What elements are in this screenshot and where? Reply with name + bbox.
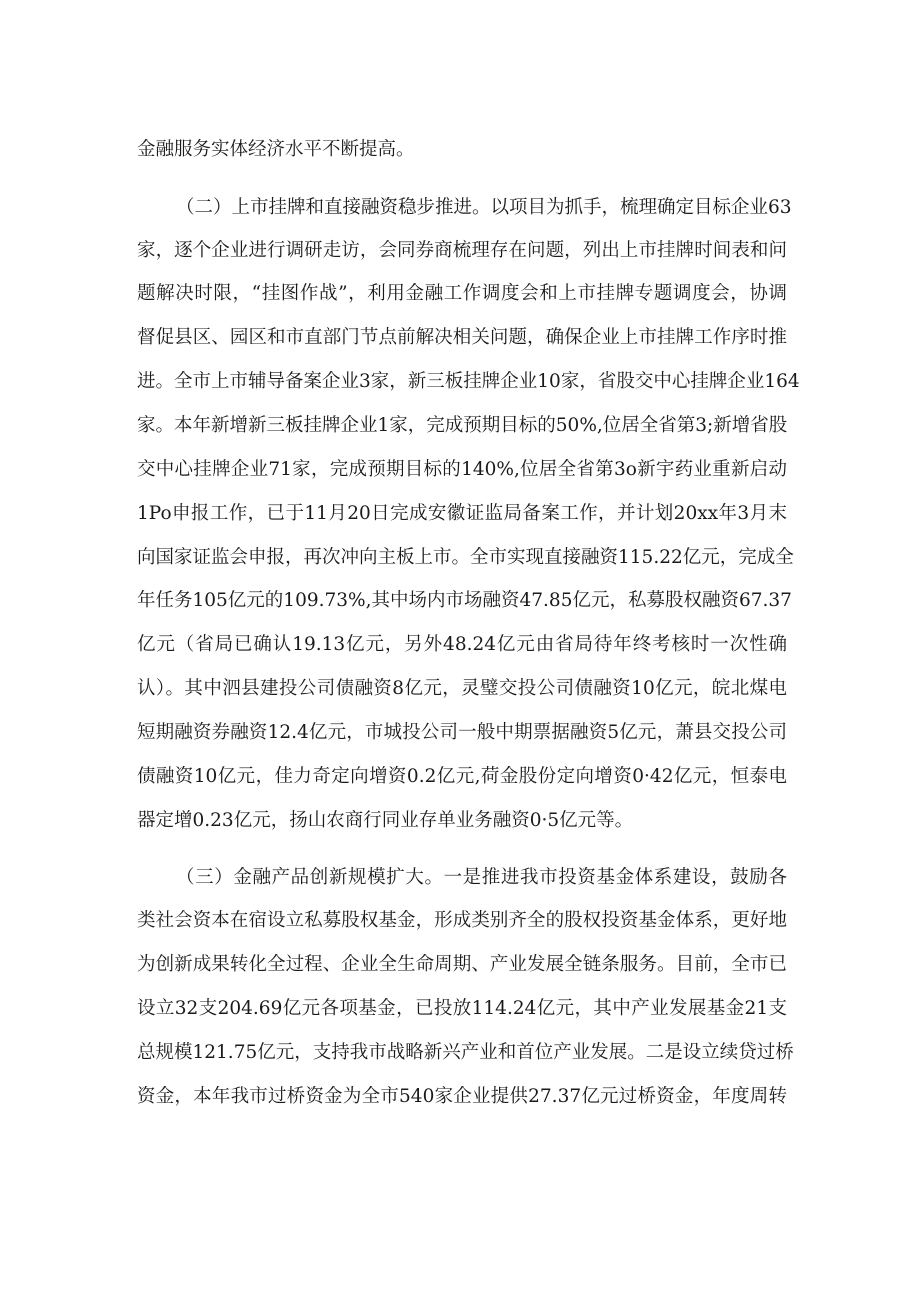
paragraph-line: 家。本年新增新三板挂牌企业1家，完成预期目标的50%,位居全省第3;新增省股: [137, 414, 788, 436]
paragraph-line: （三）金融产品创新规模扩大。一是推进我市投资基金体系建设，鼓励各: [176, 866, 787, 888]
paragraph-line: 为创新成果转化全过程、企业全生命周期、产业发展全链条服务。目前，全市已: [137, 953, 787, 975]
paragraph-line: 设立32支204.69亿元各项基金，已投放114.24亿元，其中产业发展基金21支: [137, 997, 787, 1019]
paragraph-line: 类社会资本在宿设立私募股权基金，形成类别齐全的股权投资基金体系，更好地: [137, 909, 787, 931]
paragraph-line: 向国家证监会申报，再次冲向主板上市。全市实现直接融资115.22亿元，完成全: [137, 546, 794, 568]
paragraph-line: 督促县区、园区和市直部门节点前解决相关问题，确保企业上市挂牌工作序时推: [137, 326, 787, 348]
paragraph-line: 交中心挂牌企业71家，完成预期目标的140%,位居全省第3o新宇药业重新启动: [137, 458, 787, 480]
paragraph-line: 家，逐个企业进行调研走访，会同券商梳理存在问题，列出上市挂牌时间表和问: [137, 239, 787, 261]
paragraph-line: 资金，本年我市过桥资金为全市540家企业提供27.37亿元过桥资金，年度周转: [137, 1085, 787, 1107]
paragraph-line: 1Po申报工作，已于11月20日完成安徽证监局备案工作，并计划20xx年3月末: [137, 502, 787, 524]
paragraph-line: （二）上市挂牌和直接融资稳步推进。以项目为抓手，梳理确定目标企业63: [176, 196, 792, 218]
paragraph-line: 短期融资券融资12.4亿元，市城投公司一般中期票据融资5亿元，萧县交投公司: [137, 721, 787, 743]
paragraph-line: 题解决时限，“挂图作战”，利用金融工作调度会和上市挂牌专题调度会，协调: [137, 282, 787, 304]
paragraph-line: 金融服务实体经济水平不断提高。: [137, 138, 415, 160]
paragraph-line: 进。全市上市辅导备案企业3家，新三板挂牌企业10家，省股交中心挂牌企业164: [137, 370, 800, 392]
paragraph-line: 年任务105亿元的109.73%,其中场内市场融资47.85亿元，私募股权融资67.37: [137, 589, 792, 611]
paragraph-line: 器定增0.23亿元，扬山农商行同业存单业务融资0·5亿元等。: [137, 809, 634, 831]
paragraph-line: 债融资10亿元，佳力奇定向增资0.2亿元,荷金股份定向增资0·42亿元，恒泰电: [137, 765, 787, 787]
paragraph-line: 亿元（省局已确认19.13亿元，另外48.24亿元由省局待年终考核时一次性确: [137, 633, 787, 655]
paragraph-line: 认）。其中泗县建投公司债融资8亿元，灵璧交投公司债融资10亿元，皖北煤电: [137, 677, 787, 699]
paragraph-line: 总规模121.75亿元，支持我市战略新兴产业和首位产业发展。二是设立续贷过桥: [137, 1041, 794, 1063]
